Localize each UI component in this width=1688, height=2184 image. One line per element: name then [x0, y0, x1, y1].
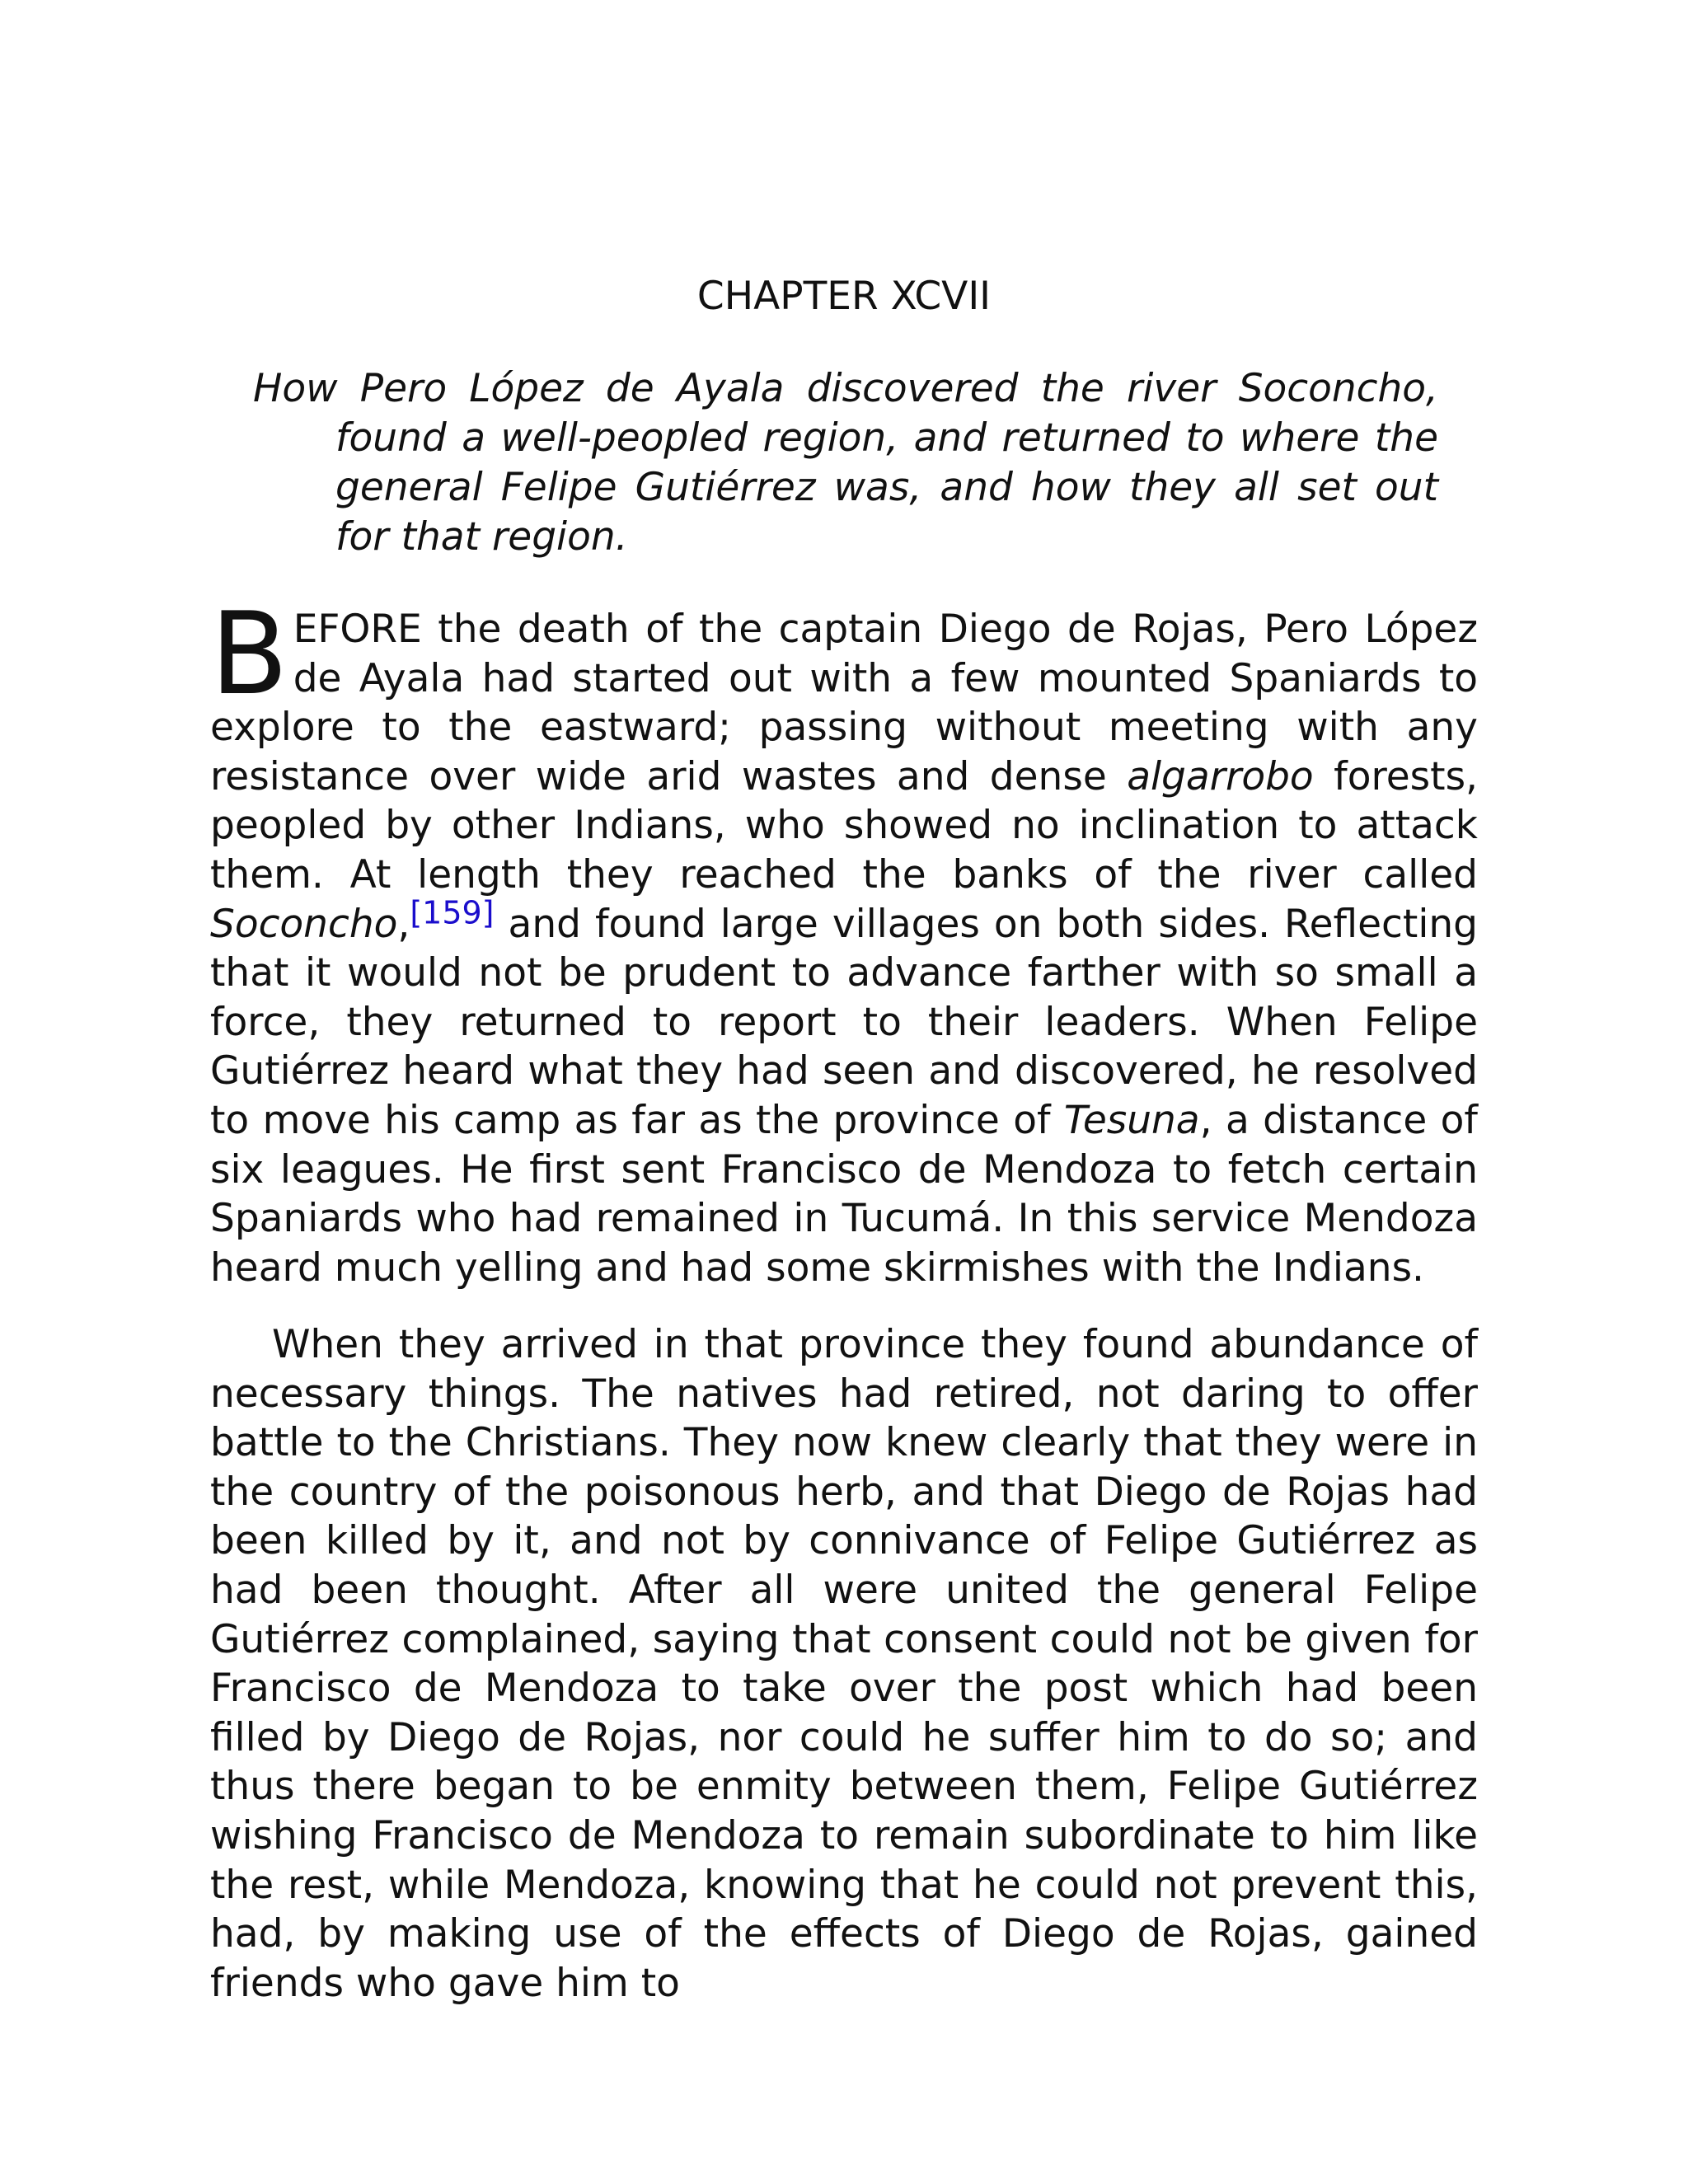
- footnote-link-159[interactable]: [159]: [410, 893, 495, 930]
- paragraph-1-text-c: and found large villages on both sides. Reflecting that it would not be prudent to advance farther with so small a force, they returned to report to their leaders. When Felipe Gutiérrez heard what they had seen and discovered, he resolved to move his camp as far as the province of: [210, 901, 1478, 1143]
- drop-cap: B: [210, 588, 288, 720]
- paragraph-1-comma: ,: [397, 901, 410, 947]
- paragraph-1-text-d: , a distance of six leagues. He first sent Francisco de Mendoza to fetch certain Spaniards who had remained in Tucumá. In this service Mendoza heard much yelling and had some skirmishes with the Indians.: [210, 1097, 1478, 1291]
- paragraph-1: [210, 588, 1478, 1292]
- book-page: [210, 0, 1478, 2184]
- italic-term-algarrobo: algarrobo: [1127, 753, 1314, 799]
- chapter-title: CHAPTER XCVII: [696, 274, 992, 319]
- chapter-subtitle: How Pero López de Ayala discovered the river Soconcho, found a well-peopled region, and returned to where the general Felipe Gutiérrez was, and how they all set out for that region.: [253, 366, 1438, 560]
- paragraph-2: When they arrived in that province they found abundance of necessary things. The natives had retired, not daring to offer battle to the Christians. They now knew clearly that they were in the country of the poisonous herb, and that Diego de Rojas had been killed by it, and not by connivance of Felipe Gutiérrez as had been thought. After all were united the general Felipe Gutiérrez complained, saying that consent could not be given for Francisco de Mendoza to take over the post which had been filled by Diego de Rojas, nor could he suffer him to do so; and thus there began to be enmity between them, Felipe Gutiérrez wishing Francisco de Mendoza to remain subordinate to him like the rest, while Mendoza, knowing that he could not prevent this, had, by making use of the effects of Diego de Rojas, gained friends who gave him to: [210, 1322, 1478, 2006]
- italic-term-tesuna: Tesuna: [1063, 1097, 1200, 1143]
- paragraph-1-text-b: forests, peopled by other Indians, who showed no inclination to attack them. At length they reached the banks of the river called: [210, 753, 1478, 898]
- italic-term-soconcho: Soconcho: [210, 901, 398, 947]
- paragraph-1-text-a: EFORE the death of the captain Diego de Rojas, Pero López de Ayala had started out with a few mounted Spaniards to explore to the eastward; passing without meeting with any resistance over wide arid wastes and dense: [210, 607, 1478, 799]
